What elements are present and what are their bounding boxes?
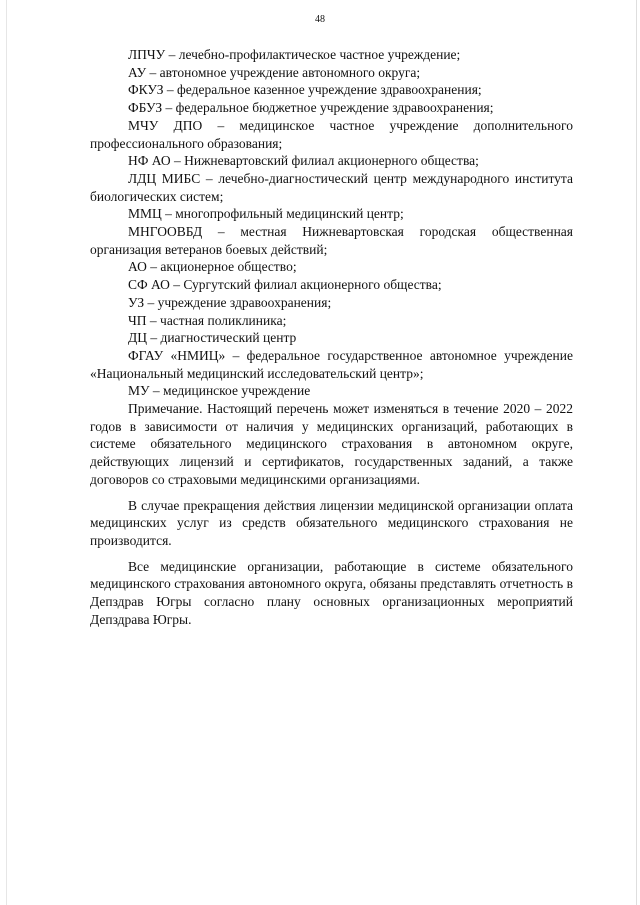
- abbreviation-entry: ЛДЦ МИБС – лечебно-диагностический центр международного института биологических систем;: [90, 170, 573, 204]
- abbreviation-entry: МЧУ ДПО – медицинское частное учреждение дополнительного профессионального образования;: [90, 117, 573, 151]
- abbreviation-entry: МНГООВБД – местная Нижневартовская городская общественная организация ветеранов боевых действий;: [90, 224, 573, 257]
- abbreviation-entry: ФГАУ «НМИЦ» – федеральное государственное автономное учреждение «Национальный медицинский исследовательский центр»;: [90, 347, 573, 381]
- abbreviation-entry: МУ – медицинское учреждение: [128, 383, 311, 399]
- reporting-paragraph: Все медицинские организации, работающие в системе обязательного медицинского страхования автономного округа, обязаны представлять отчетность в Депздрав Югры согласно плану основных организационных мероприятий Депздрава Югры.: [90, 558, 573, 627]
- abbreviation-entry: ЛПЧУ – лечебно-профилактическое частное учреждение;: [128, 47, 461, 62]
- abbreviation-entry: ФКУЗ – федеральное казенное учреждение здравоохранения;: [128, 82, 482, 98]
- abbreviation-entry: ФБУЗ – федеральное бюджетное учреждение здравоохранения;: [128, 100, 494, 116]
- abbreviation-entry: УЗ – учреждение здравоохранения;: [128, 294, 332, 310]
- document-body: [90, 46, 573, 629]
- scan-edge-right: [636, 0, 637, 905]
- scan-edge-left: [6, 0, 7, 905]
- note-paragraph: Примечание. Настоящий перечень может изменяться в течение 2020 – 2022 годов в зависимости от наличия у медицинских организаций, работающих в системе обязательного медицинского страхования в автономном округе, действующих лицензий и сертификатов, государственных заданий, а также договоров со страховыми медицинскими организациями.: [90, 401, 573, 487]
- abbreviation-entry: СФ АО – Сургутский филиал акционерного общества;: [128, 277, 442, 293]
- abbreviation-entry: ММЦ – многопрофильный медицинский центр;: [128, 206, 404, 222]
- license-termination-paragraph: В случае прекращения действия лицензии медицинской организации оплата медицинских услуг из средств обязательного медицинского страхования не производится.: [90, 497, 573, 548]
- abbreviation-entry: АО – акционерное общество;: [128, 259, 297, 275]
- abbreviation-entry: ДЦ – диагностический центр: [128, 330, 297, 346]
- abbreviation-entry: НФ АО – Нижневартовский филиал акционерного общества;: [128, 153, 479, 169]
- abbreviation-entry: ЧП – частная поликлиника;: [128, 312, 287, 328]
- abbreviation-entry: АУ – автономное учреждение автономного округа;: [128, 64, 421, 80]
- page-number: 48: [315, 14, 325, 25]
